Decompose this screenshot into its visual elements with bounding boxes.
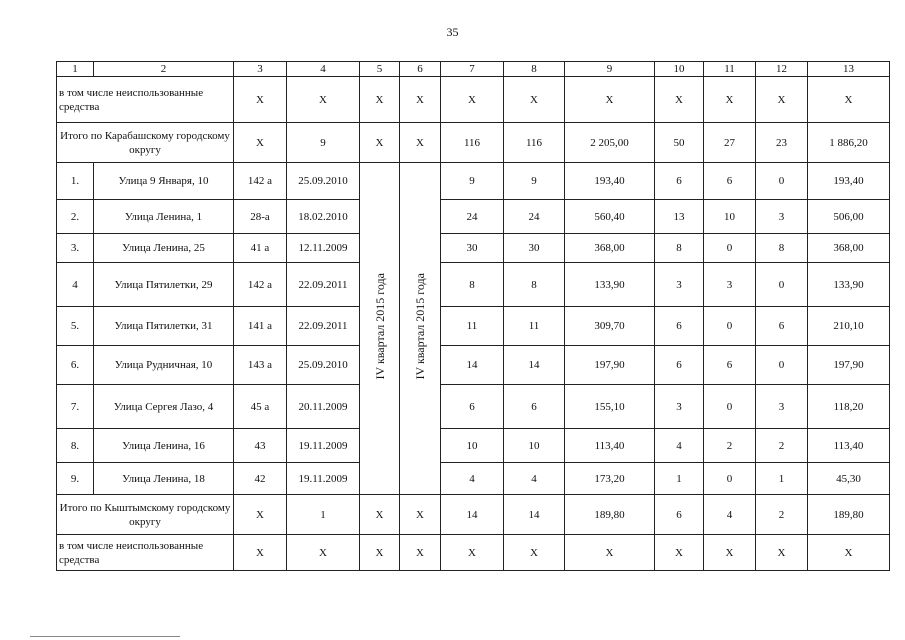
cell: X: [504, 77, 565, 123]
cell: X: [565, 77, 655, 123]
table-row: [57, 200, 890, 234]
cell: 113,40: [565, 429, 655, 463]
unused-funds-label: в том числе неиспользованные средства: [57, 77, 234, 123]
cell: 189,80: [565, 495, 655, 535]
col-header: 2: [94, 62, 234, 77]
kyshtym-total-label: Итого по Кыштымскому городскому округу: [57, 495, 234, 535]
cell: 116: [441, 123, 504, 163]
cell: X: [400, 495, 441, 535]
table-row: [57, 163, 890, 200]
cell: X: [400, 535, 441, 571]
cell: 23: [756, 123, 808, 163]
cell: X: [287, 77, 360, 123]
row-number: 1.: [57, 163, 94, 200]
cell: 14: [504, 346, 565, 385]
cell: 6: [655, 495, 704, 535]
address: Улица Пятилетки, 29: [94, 263, 234, 307]
col-header: 1: [57, 62, 94, 77]
cell: 0: [756, 163, 808, 200]
col-header: 13: [808, 62, 890, 77]
col-header: 6: [400, 62, 441, 77]
doc-date: 25.09.2010: [287, 163, 360, 200]
cell: 2: [704, 429, 756, 463]
doc-number: 41 а: [234, 234, 287, 263]
footer-divider: [30, 636, 180, 637]
table-row: [57, 385, 890, 429]
address: Улица Ленина, 25: [94, 234, 234, 263]
cell: 197,90: [808, 346, 890, 385]
cell: X: [565, 535, 655, 571]
cell: 11: [504, 307, 565, 346]
cell: 50: [655, 123, 704, 163]
col-header: 8: [504, 62, 565, 77]
cell: 4: [504, 463, 565, 495]
address: Улица 9 Января, 10: [94, 163, 234, 200]
cell: X: [504, 535, 565, 571]
cell: 2: [756, 495, 808, 535]
table-row: [57, 263, 890, 307]
cell: 1: [655, 463, 704, 495]
cell: 6: [655, 163, 704, 200]
cell: 14: [504, 495, 565, 535]
row-number: 4: [57, 263, 94, 307]
row-number: 3.: [57, 234, 94, 263]
col-header: 5: [360, 62, 400, 77]
row-number: 2.: [57, 200, 94, 234]
cell: 6: [756, 307, 808, 346]
cell: X: [400, 123, 441, 163]
cell: 6: [441, 385, 504, 429]
cell: 133,90: [565, 263, 655, 307]
cell: 197,90: [565, 346, 655, 385]
table-row: [57, 346, 890, 385]
address: Улица Ленина, 16: [94, 429, 234, 463]
doc-date: 20.11.2009: [287, 385, 360, 429]
cell: 3: [704, 263, 756, 307]
cell: X: [360, 123, 400, 163]
cell: 3: [655, 263, 704, 307]
doc-number: 142 а: [234, 263, 287, 307]
cell: 14: [441, 495, 504, 535]
cell: 116: [504, 123, 565, 163]
cell: 13: [655, 200, 704, 234]
cell: 10: [441, 429, 504, 463]
header-row: [57, 62, 890, 77]
doc-date: 25.09.2010: [287, 346, 360, 385]
cell: 10: [504, 429, 565, 463]
period-label: IV квартал 2015 года: [413, 273, 427, 380]
row-number: 8.: [57, 429, 94, 463]
cell: 9: [287, 123, 360, 163]
col-header: 11: [704, 62, 756, 77]
cell: 3: [655, 385, 704, 429]
karabash-total-row: [57, 123, 890, 163]
table-row: [57, 463, 890, 495]
cell: 1 886,20: [808, 123, 890, 163]
cell: 11: [441, 307, 504, 346]
doc-date: 22.09.2011: [287, 307, 360, 346]
cell: 6: [704, 163, 756, 200]
address: Улица Пятилетки, 31: [94, 307, 234, 346]
cell: 1: [287, 495, 360, 535]
cell: 8: [756, 234, 808, 263]
cell: 155,10: [565, 385, 655, 429]
cell: 24: [441, 200, 504, 234]
cell: 368,00: [565, 234, 655, 263]
address: Улица Сергея Лазо, 4: [94, 385, 234, 429]
cell: X: [756, 535, 808, 571]
row-number: 5.: [57, 307, 94, 346]
cell: 0: [756, 346, 808, 385]
cell: 0: [704, 234, 756, 263]
cell: X: [360, 495, 400, 535]
cell: 506,00: [808, 200, 890, 234]
period-label: IV квартал 2015 года: [372, 273, 387, 380]
cell: 4: [441, 463, 504, 495]
cell: 6: [704, 346, 756, 385]
col-header: 9: [565, 62, 655, 77]
cell: 30: [504, 234, 565, 263]
cell: X: [234, 77, 287, 123]
cell: 9: [504, 163, 565, 200]
cell: 113,40: [808, 429, 890, 463]
cell: 30: [441, 234, 504, 263]
cell: X: [808, 535, 890, 571]
cell: 133,90: [808, 263, 890, 307]
cell: X: [441, 535, 504, 571]
cell: 309,70: [565, 307, 655, 346]
cell: 0: [704, 307, 756, 346]
doc-number: 42: [234, 463, 287, 495]
cell: 14: [441, 346, 504, 385]
kyshtym-total-row: [57, 495, 890, 535]
cell: X: [655, 535, 704, 571]
cell: X: [400, 77, 441, 123]
cell: 10: [704, 200, 756, 234]
cell: 3: [756, 200, 808, 234]
cell: X: [756, 77, 808, 123]
cell: 173,20: [565, 463, 655, 495]
cell: 24: [504, 200, 565, 234]
cell: 8: [504, 263, 565, 307]
table-row: [57, 429, 890, 463]
cell: 45,30: [808, 463, 890, 495]
cell: 2 205,00: [565, 123, 655, 163]
doc-date: 18.02.2010: [287, 200, 360, 234]
row-number: 9.: [57, 463, 94, 495]
doc-number: 141 а: [234, 307, 287, 346]
cell: 2: [756, 429, 808, 463]
address: Улица Ленина, 18: [94, 463, 234, 495]
period-col6: [400, 163, 441, 495]
unused-funds-row: [57, 77, 890, 123]
cell: X: [704, 535, 756, 571]
data-table: [56, 61, 890, 571]
cell: 0: [756, 263, 808, 307]
cell: 8: [441, 263, 504, 307]
row-number: 6.: [57, 346, 94, 385]
cell: 9: [441, 163, 504, 200]
doc-number: 28-а: [234, 200, 287, 234]
cell: 6: [504, 385, 565, 429]
cell: 118,20: [808, 385, 890, 429]
cell: 4: [704, 495, 756, 535]
cell: 0: [704, 463, 756, 495]
period-col5: [360, 163, 400, 495]
address: Улица Ленина, 1: [94, 200, 234, 234]
table-row: [57, 307, 890, 346]
cell: X: [360, 77, 400, 123]
cell: 27: [704, 123, 756, 163]
cell: 0: [704, 385, 756, 429]
cell: X: [808, 77, 890, 123]
col-header: 7: [441, 62, 504, 77]
cell: 193,40: [808, 163, 890, 200]
cell: X: [234, 495, 287, 535]
karabash-total-label: Итого по Карабашскому городскому округу: [57, 123, 234, 163]
page-number: 35: [446, 25, 459, 39]
col-header: 4: [287, 62, 360, 77]
cell: X: [287, 535, 360, 571]
unused-funds-label: в том числе неиспользованные средства: [57, 535, 234, 571]
col-header: 3: [234, 62, 287, 77]
doc-date: 19.11.2009: [287, 463, 360, 495]
cell: 210,10: [808, 307, 890, 346]
doc-date: 22.09.2011: [287, 263, 360, 307]
doc-number: 43: [234, 429, 287, 463]
cell: X: [704, 77, 756, 123]
cell: 189,80: [808, 495, 890, 535]
row-number: 7.: [57, 385, 94, 429]
doc-date: 12.11.2009: [287, 234, 360, 263]
cell: 6: [655, 307, 704, 346]
cell: X: [360, 535, 400, 571]
cell: 8: [655, 234, 704, 263]
cell: X: [234, 535, 287, 571]
cell: 560,40: [565, 200, 655, 234]
table-row: [57, 234, 890, 263]
unused-funds-row: [57, 535, 890, 571]
cell: 3: [756, 385, 808, 429]
cell: 193,40: [565, 163, 655, 200]
cell: X: [441, 77, 504, 123]
col-header: 10: [655, 62, 704, 77]
cell: X: [234, 123, 287, 163]
cell: 1: [756, 463, 808, 495]
doc-number: 45 а: [234, 385, 287, 429]
col-header: 12: [756, 62, 808, 77]
cell: X: [655, 77, 704, 123]
address: Улица Рудничная, 10: [94, 346, 234, 385]
doc-number: 143 а: [234, 346, 287, 385]
cell: 368,00: [808, 234, 890, 263]
cell: 4: [655, 429, 704, 463]
doc-date: 19.11.2009: [287, 429, 360, 463]
cell: 6: [655, 346, 704, 385]
doc-number: 142 а: [234, 163, 287, 200]
